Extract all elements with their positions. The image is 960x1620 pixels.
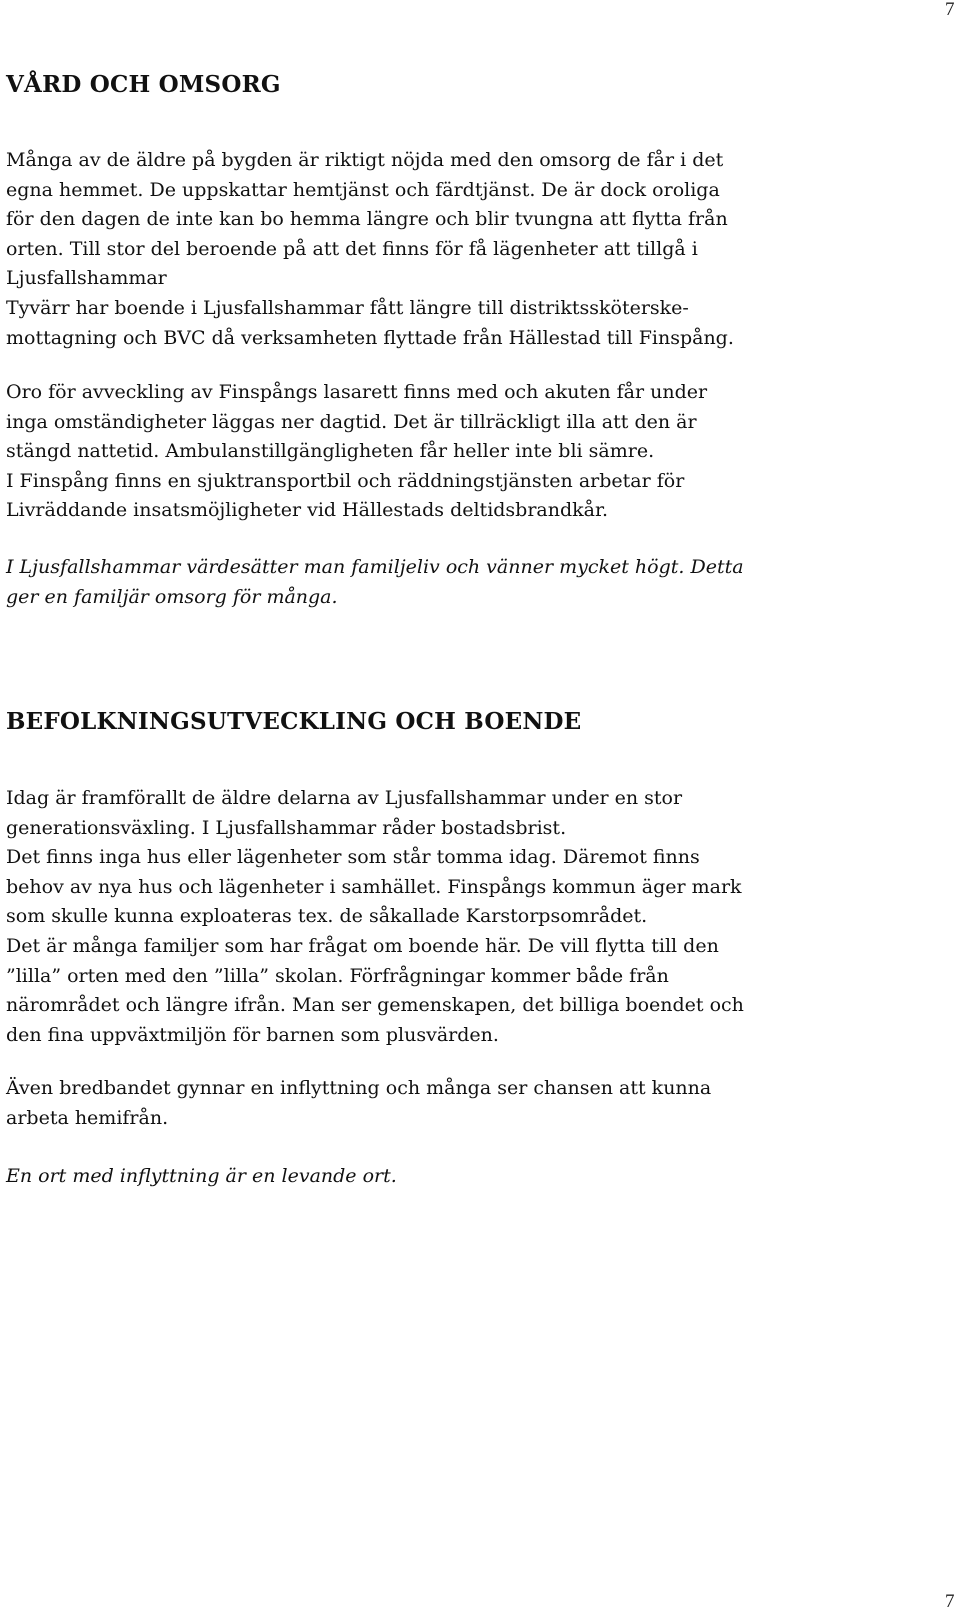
section-heading-vard-och-omsorg: VÅRD OCH OMSORG	[6, 71, 281, 98]
text-line: Även bredbandet gynnar en inflyttning och många ser chansen att kunna	[6, 1077, 712, 1099]
text-line: behov av nya hus och lägenheter i samhället. Finspångs kommun äger mark	[6, 875, 742, 898]
paragraph	[6, 378, 707, 526]
text-line: generationsväxling. I Ljusfallshammar råder bostadsbrist.	[6, 816, 567, 839]
text-line: I Finspång finns en sjuktransportbil och räddningstjänsten arbetar för	[6, 469, 685, 492]
text-line: orten. Till stor del beroende på att det finns för få lägenheter att tillgå i	[6, 237, 698, 260]
text-line: Idag är framförallt de äldre delarna av Ljusfallshammar under en stor	[6, 787, 683, 809]
text-line: arbeta hemifrån.	[6, 1106, 169, 1129]
italic-paragraph	[6, 553, 744, 612]
text-line: den fina uppväxtmiljön för barnen som plusvärden.	[6, 1023, 499, 1046]
text-line: ger en familjär omsorg för många.	[6, 585, 338, 608]
section-heading-befolkningsutveckling: BEFOLKNINGSUTVECKLING OCH BOENDE	[6, 708, 582, 735]
text-line: för den dagen de inte kan bo hemma längre och blir tvungna att flytta från	[6, 208, 728, 231]
page-number-bottom: 7	[945, 1591, 955, 1612]
text-line: Tyvärr har boende i Ljusfallshammar fått längre till distriktssköterske-	[6, 296, 689, 319]
text-line: stängd nattetid. Ambulanstillgängligheten får heller inte bli sämre.	[6, 440, 655, 463]
text-line: inga omständigheter läggas ner dagtid. Det är tillräckligt illa att den är	[6, 410, 697, 433]
text-line: Oro för avveckling av Finspångs lasarett finns med och akuten får under	[6, 381, 708, 403]
text-line: mottagning och BVC då verksamheten flyttade från Hällestad till Finspång.	[6, 326, 734, 349]
text-line: ”lilla” orten med den ”lilla” skolan. Förfrågningar kommer både från	[6, 964, 669, 987]
text-line: En ort med inflyttning är en levande ort.	[6, 1165, 397, 1187]
italic-paragraph	[6, 1162, 397, 1192]
text-line: Det finns inga hus eller lägenheter som står tomma idag. Däremot finns	[6, 846, 700, 869]
text-line: Många av de äldre på bygden är riktigt nöjda med den omsorg de får i det	[6, 149, 724, 171]
text-line: närområdet och längre ifrån. Man ser gemenskapen, det billiga boendet och	[6, 994, 744, 1017]
text-line: Det är många familjer som har frågat om boende här. De vill flytta till den	[6, 934, 719, 957]
paragraph	[6, 784, 744, 1050]
page-number-top: 7	[945, 0, 955, 20]
text-line: Ljusfallshammar	[6, 267, 167, 290]
text-line: I Ljusfallshammar värdesätter man familjeliv och vänner mycket högt. Detta	[6, 556, 744, 578]
paragraph	[6, 146, 734, 353]
text-line: som skulle kunna exploateras tex. de såkallade Karstorpsområdet.	[6, 905, 648, 928]
text-line: Livräddande insatsmöjligheter vid Hällestads deltidsbrandkår.	[6, 499, 609, 522]
text-line: egna hemmet. De uppskattar hemtjänst och färdtjänst. De är dock oroliga	[6, 178, 720, 201]
paragraph	[6, 1074, 711, 1133]
